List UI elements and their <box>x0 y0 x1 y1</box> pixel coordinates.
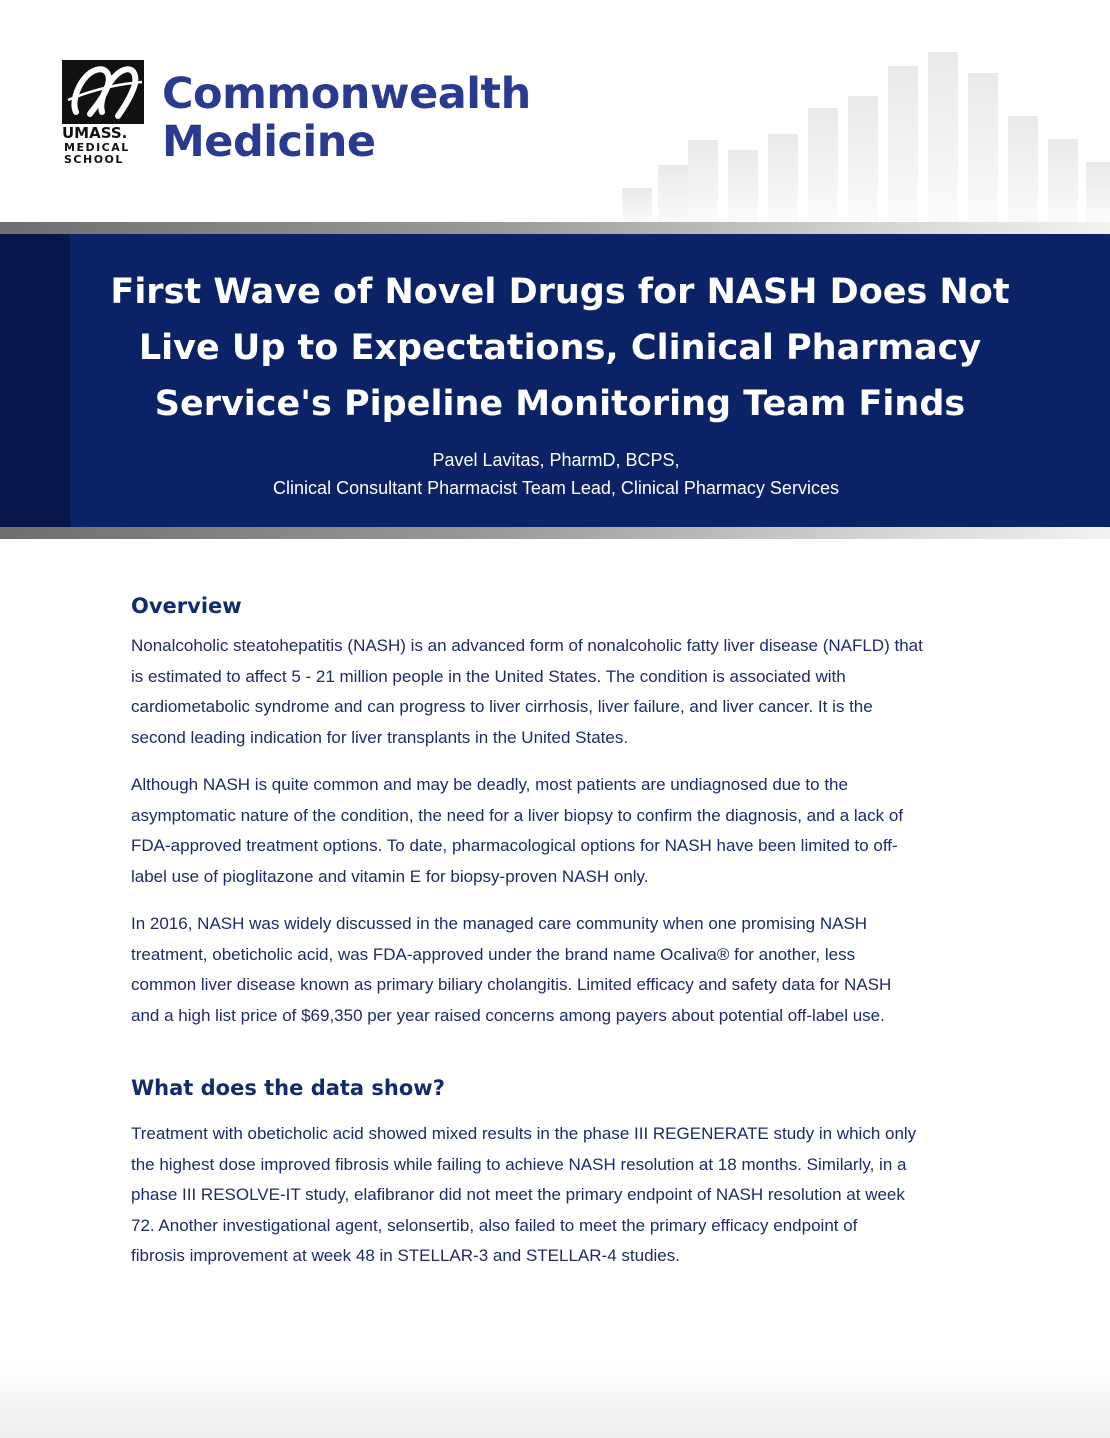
author-name: Pavel Lavitas, PharmD, BCPS, <box>432 450 680 470</box>
article-title-line-2: Live Up to Expectations, Clinical Pharmacy <box>138 328 982 368</box>
logo-mark-line-2: MEDICAL <box>64 141 130 154</box>
paragraph-line: second leading indication for liver transplants in the United States. <box>131 727 629 747</box>
paragraph-line: phase III RESOLVE-IT study, elafibranor did not meet the primary endpoint of NASH resolution at week <box>131 1185 905 1204</box>
paragraph-line: FDA-approved treatment options. To date, pharmacological options for NASH have been limited to off- <box>131 836 898 855</box>
banner-bottom-stripe <box>0 527 1110 539</box>
article-title-line-3: Service's Pipeline Monitoring Team Finds <box>154 384 966 424</box>
paragraph <box>131 631 991 753</box>
paragraph-line: the highest dose improved fibrosis while failing to achieve NASH resolution at 18 months. Similarly, in a <box>131 1154 907 1174</box>
page-bottom-shadow <box>0 1360 1110 1438</box>
paragraph-line: and a high list price of $69,350 per year raised concerns among payers about potential off-label use. <box>131 1005 885 1025</box>
banner-top-stripe <box>0 222 1110 234</box>
umass-logo-mark <box>62 60 144 164</box>
paragraph-line: In 2016, NASH was widely discussed in the managed care community when one promising NASH <box>131 914 868 933</box>
logo-mark-line-3: SCHOOL <box>64 153 124 164</box>
paragraph-line: Although NASH is quite common and may be deadly, most patients are undiagnosed due to the <box>131 775 848 794</box>
author-byline <box>100 446 1012 502</box>
paragraph <box>131 770 991 892</box>
section-heading-data: What does the data show? <box>131 1076 445 1100</box>
author-role: Clinical Consultant Pharmacist Team Lead, Clinical Pharmacy Services <box>273 478 839 498</box>
decorative-bars-graphic <box>600 40 1110 222</box>
paragraph-line: is estimated to affect 5 - 21 million people in the United States. The condition is associated with <box>131 666 846 686</box>
paragraph-line: common liver disease known as primary biliary cholangitis. Limited efficacy and safety data for NASH <box>131 975 892 994</box>
paragraph-line: asymptomatic nature of the condition, the need for a liver biopsy to confirm the diagnosis, and a lack of <box>131 805 904 825</box>
article-title <box>100 264 1020 432</box>
article-body <box>131 585 991 1272</box>
paragraph-line: Treatment with obeticholic acid showed mixed results in the phase III REGENERATE study in which only <box>131 1124 917 1143</box>
brand-name-line-2: Medicine <box>162 117 376 167</box>
paragraph-line: fibrosis improvement at week 48 in STELLAR-3 and STELLAR-4 studies. <box>131 1246 680 1265</box>
paragraph-line: label use of pioglitazone and vitamin E for biopsy-proven NASH only. <box>131 866 649 886</box>
brand-name <box>162 70 531 166</box>
title-banner <box>0 234 1110 527</box>
brand-name-line-1: Commonwealth <box>162 69 531 119</box>
paragraph <box>131 1119 991 1272</box>
section-heading-overview: Overview <box>131 594 242 618</box>
banner-left-accent <box>0 234 70 527</box>
paragraph-line: cardiometabolic syndrome and can progress to liver cirrhosis, liver failure, and liver cancer. It is the <box>131 697 873 716</box>
paragraph-line: Nonalcoholic steatohepatitis (NASH) is an advanced form of nonalcoholic fatty liver disease (NAFLD) that <box>131 636 923 655</box>
header <box>0 0 1110 222</box>
article-title-line-1: First Wave of Novel Drugs for NASH Does Not <box>110 272 1010 312</box>
paragraph <box>131 909 991 1031</box>
logo-mark-line-1: UMASS. <box>62 124 128 142</box>
paragraph-line: treatment, obeticholic acid, was FDA-approved under the brand name Ocaliva® for another, less <box>131 944 856 964</box>
paragraph-line: 72. Another investigational agent, selonsertib, also failed to meet the primary efficacy endpoint of <box>131 1215 858 1235</box>
